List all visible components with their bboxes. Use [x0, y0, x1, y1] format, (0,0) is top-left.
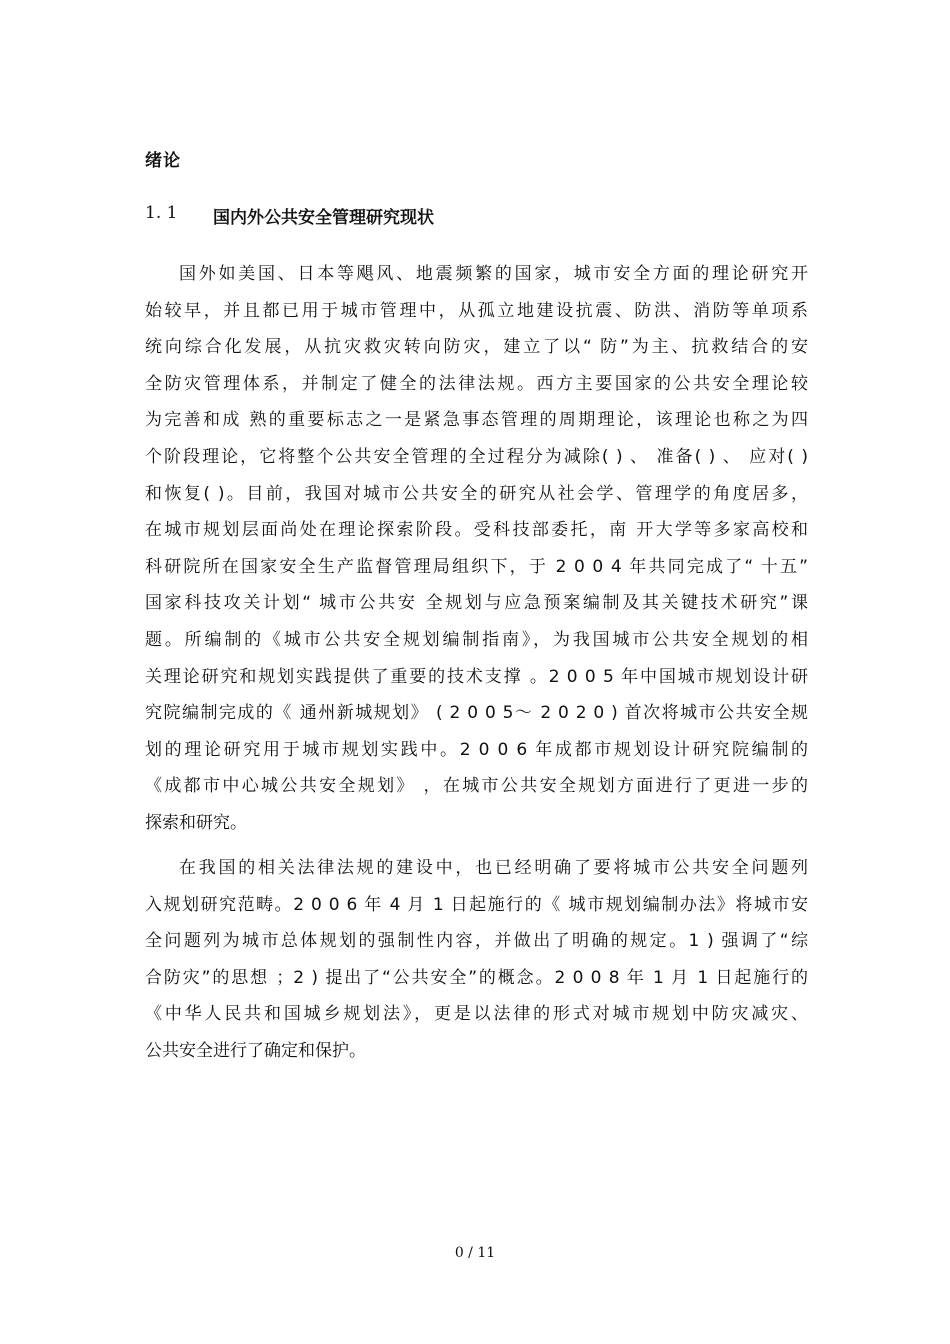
page-number: 0 / 11 [454, 1245, 496, 1261]
paragraph-line: 在我国的相关法律法规的建设中，也已经明确了要将城市公共安全问题列 [179, 858, 808, 878]
paragraph-line: 《成都市中心城公共安全规划》 ，在城市公共安全规划方面进行了更进一步的 [145, 776, 808, 797]
paragraph-line: 究院编制完成的《 通州新城规划》 ( 2 0 0 5～ 2 0 2 0 ) 首次将城市公共安全规 [145, 703, 808, 724]
paragraph-line: 为完善和成 熟的重要标志之一是紧急事态管理的周期理论，该理论也称之为四 [145, 410, 808, 431]
chapter-title: 绪论 [145, 151, 181, 171]
paragraph-line: 全防灾管理体系，并制定了健全的法律法规。西方主要国家的公共安全理论较 [145, 373, 808, 394]
paragraph-line: 国家科技攻关计划“ 城市公共安 全规划与应急预案编制及其关键技术研究”课 [145, 593, 808, 614]
section-title: 国内外公共安全管理研究现状 [213, 208, 434, 228]
section-number: 1. 1 [145, 203, 178, 223]
paragraph-line: 全问题列为城市总体规划的强制性内容，并做出了明确的规定。1 ) 强调了“综 [145, 931, 808, 952]
paragraph-line: 入规划研究范畴。2 0 0 6 年 4 月 1 日起施行的《 城市规划编制办法》将城市安 [145, 894, 808, 915]
paragraph-line: 统向综合化发展，从抗灾救灾转向防灾，建立了以“ 防”为主、抗救结合的安 [145, 337, 808, 358]
paragraph-line: 个阶段理论，它将整个公共安全管理的全过程分为减除( ) 、 准备( ) 、 应对( ) [145, 446, 808, 467]
paragraph-line: 《中华人民共和国城乡规划法》，更是以法律的形式对城市规划中防灾减灾、 [145, 1004, 808, 1025]
paragraph-line: 公共安全进行了确定和保护。 [145, 1040, 366, 1061]
section-heading [145, 203, 434, 228]
paragraph-line: 合防灾”的思想 ；2 ) 提出了“公共安全”的概念。2 0 0 8 年 1 月 1 日起施行的 [145, 967, 808, 988]
paragraph-line: 探索和研究。 [145, 812, 247, 833]
paragraph-line: 国外如美国、日本等飓风、地震频繁的国家，城市安全方面的理论研究开 [179, 264, 808, 284]
paragraph-2 [145, 850, 808, 1070]
paragraph-line: 和恢复( )。目前，我国对城市公共安全的研究从社会学、管理学的角度居多， [145, 483, 808, 504]
paragraph-1 [145, 256, 808, 842]
paragraph-line: 始较早，并且都已用于城市管理中，从孤立地建设抗震、防洪、消防等单项系 [145, 300, 808, 321]
paragraph-line: 题。所编制的《城市公共安全规划编制指南》，为我国城市公共安全规划的相 [145, 629, 808, 650]
paragraph-line: 关理论研究和规划实践提供了重要的技术支撑 。2 0 0 5 年中国城市规划设计研 [145, 666, 809, 687]
paragraph-line: 在城市规划层面尚处在理论探索阶段。受科技部委托，南 开大学等多家高校和 [145, 520, 808, 541]
paragraph-line: 科研院所在国家安全生产监督管理局组织下，于 2 0 0 4 年共同完成了“ 十五” [145, 556, 808, 577]
paragraph-line: 划的理论研究用于城市规划实践中。2 0 0 6 年成都市规划设计研究院编制的 [145, 739, 808, 760]
